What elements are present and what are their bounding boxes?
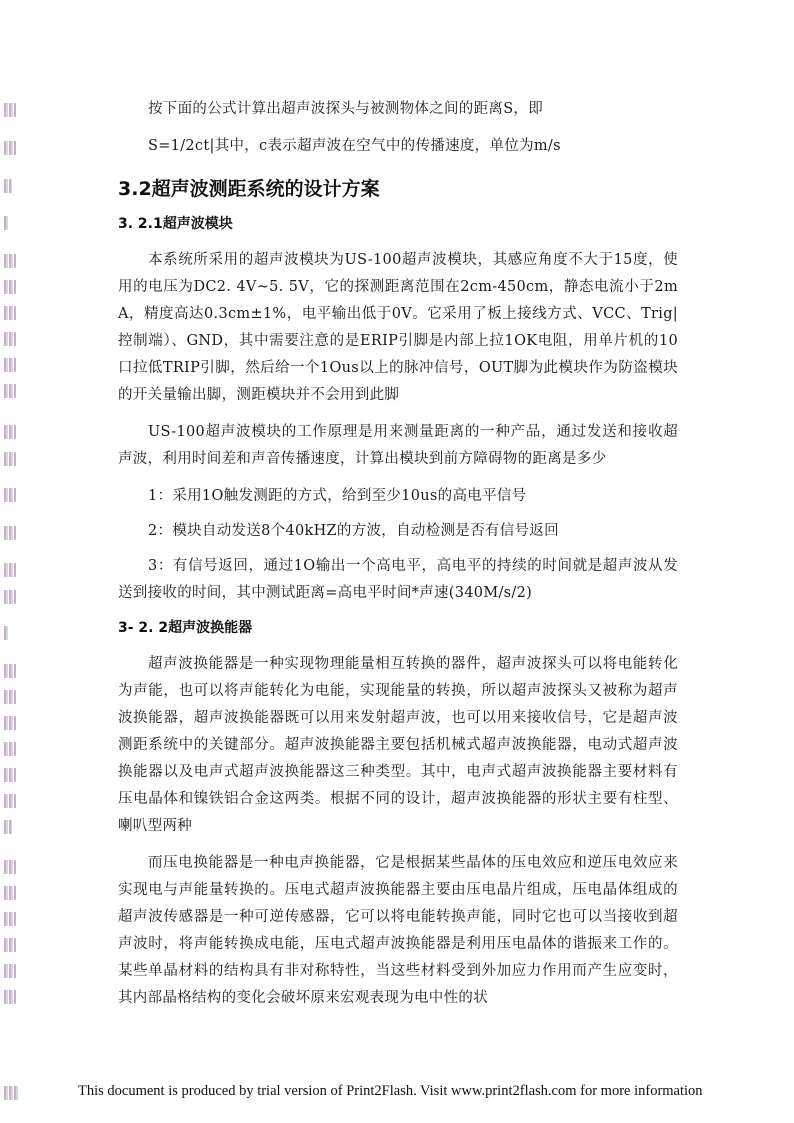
margin-mark bbox=[4, 626, 9, 640]
margin-mark bbox=[4, 425, 16, 439]
margin-mark bbox=[4, 332, 16, 346]
margin-mark bbox=[4, 141, 16, 155]
subsection-heading: 3- 2. 2超声波换能器 bbox=[118, 620, 253, 636]
margin-mark bbox=[4, 990, 16, 1004]
list-item: 3：有信号返回，通过1O输出一个高电平，高电平的持续的时间就是超声波从发送到接收的时间，其中测试距离=高电平时间*声速(340M/s/2) bbox=[118, 558, 678, 601]
margin-mark bbox=[4, 964, 16, 978]
margin-mark bbox=[4, 452, 16, 466]
margin-mark bbox=[4, 716, 16, 730]
body-paragraph: US-100超声波模块的工作原理是用来测量距离的一种产品，通过发送和接收超声波，利用时间差和声音传播速度，计算出模块到前方障碍物的距离是多少 bbox=[118, 424, 678, 467]
margin-mark bbox=[4, 860, 16, 874]
margin-mark bbox=[4, 690, 16, 704]
margin-mark bbox=[4, 768, 16, 782]
margin-mark bbox=[4, 563, 16, 577]
margin-mark bbox=[4, 280, 16, 294]
margin-mark bbox=[4, 1086, 18, 1100]
margin-mark bbox=[4, 216, 9, 230]
margin-mark bbox=[4, 526, 16, 540]
margin-mark bbox=[4, 820, 12, 834]
list-item: 1：采用1O触发测距的方式，给到至少10us的高电平信号 bbox=[148, 488, 527, 504]
margin-marks bbox=[0, 0, 30, 1123]
list-item: 2：模块自动发送8个40kHZ的方波，自动检测是否有信号返回 bbox=[148, 523, 559, 539]
trial-watermark-footer: This document is produced by trial version of Print2Flash. Visit www.print2flash.com for more information bbox=[78, 1083, 703, 1099]
margin-mark bbox=[4, 103, 16, 117]
margin-mark bbox=[4, 254, 16, 268]
margin-mark bbox=[4, 358, 16, 372]
margin-mark bbox=[4, 590, 16, 604]
margin-mark bbox=[4, 384, 16, 398]
body-paragraph: 超声波换能器是一种实现物理能量相互转换的器件，超声波探头可以将电能转化为声能，也可以将声能转化为电能，实现能量的转换，所以超声波探头又被称为超声波换能器，超声波换能器既可以用来发射超声波，也可以用来接收信号，它是超声波测距系统中的关键部分。超声波换能器主要包括机械式超声波换能器，电动式超声波换能器以及电声式超声波换能器这三种类型。其中，电声式超声波换能器主要材料有压电晶体和镍铁铝合金这两类。根据不同的设计，超声波换能器的形状主要有柱型、喇叭型两种 bbox=[118, 656, 678, 834]
section-heading: 3.2超声波测距系统的设计方案 bbox=[118, 178, 380, 200]
margin-mark bbox=[4, 488, 16, 502]
margin-mark bbox=[4, 179, 12, 193]
margin-mark bbox=[4, 886, 16, 900]
formula-paragraph: S=1/2ct|其中，c表示超声波在空气中的传播速度，单位为m/s bbox=[148, 138, 561, 154]
margin-mark bbox=[4, 742, 16, 756]
body-paragraph: 而压电换能器是一种电声换能器，它是根据某些晶体的压电效应和逆压电效应来实现电与声能量转换的。压电式超声波换能器主要由压电晶片组成，压电晶体组成的超声波传感器是一种可逆传感器，它可以将电能转换声能，同时它也可以当接收到超声波时，将声能转换成电能，压电式超声波换能器是利用压电晶体的谐振来工作的。某些单晶材料的结构具有非对称特性，当这些材料受到外加应力作用而产生应变时，其内部晶格结构的变化会破坏原来宏观表现为电中性的状 bbox=[118, 855, 678, 1006]
margin-mark bbox=[4, 794, 16, 808]
subsection-heading: 3. 2.1超声波模块 bbox=[118, 216, 233, 232]
document-page bbox=[118, 96, 678, 1022]
intro-paragraph: 按下面的公式计算出超声波探头与被测物体之间的距离S，即 bbox=[148, 101, 544, 117]
margin-mark bbox=[4, 664, 16, 678]
margin-mark bbox=[4, 306, 16, 320]
margin-mark bbox=[4, 938, 16, 952]
body-paragraph: 本系统所采用的超声波模块为US-100超声波模块，其感应角度不大于15度，使用的电压为DC2. 4V~5. 5V，它的探测距离范围在2cm-450cm，静态电流小于2mA，精度高达0.3cm±1%，电平输出低于0V。它采用了板上接线方式、VCC、Trig|控制端）、GND，其中需要注意的是ERIP引脚是内部上拉1OK电阻，用单片机的10 口拉低TRIP引脚，然后给一个1Ous以上的脉冲信号，OUT脚为此模块作为防盗模块的开关量输出脚，测距模块并不会用到此脚 bbox=[118, 252, 678, 403]
margin-mark bbox=[4, 912, 16, 926]
